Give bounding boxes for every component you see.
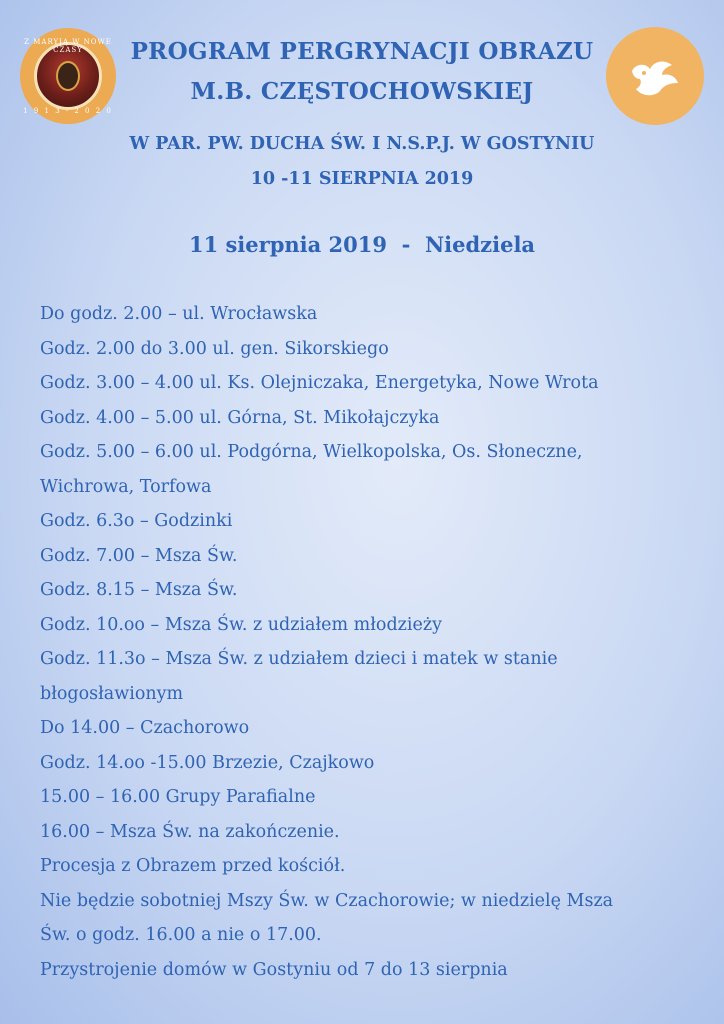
logo-text-top: Z MARYJĄ W NOWE CZASY (24, 38, 112, 54)
schedule-line: Do godz. 2.00 – ul. Wrocławska (40, 304, 318, 324)
schedule-line: Godz. 3.00 – 4.00 ul. Ks. Olejniczaka, Energetyka, Nowe Wrota (40, 373, 599, 393)
page-title-line2: M.B. CZĘSTOCHOWSKIEJ (190, 78, 534, 105)
logo-text-bottom: 1 9 1 3 · 2 0 2 0 (23, 107, 113, 115)
schedule-line: 15.00 – 16.00 Grupy Parafialne (40, 787, 316, 807)
schedule-line: Godz. 11.3o – Msza Św. z udziałem dzieci i matek w stanie (40, 649, 558, 669)
schedule-line: Wichrowa, Torfowa (40, 476, 212, 497)
schedule-line: Przystrojenie domów w Gostyniu od 7 do 13 sierpnia (40, 959, 508, 980)
schedule-list (40, 297, 690, 987)
schedule-line: Godz. 4.00 – 5.00 ul. Górna, St. Mikołajczyka (40, 407, 440, 428)
parish-subtitle: W PAR. PW. DUCHA ŚW. I N.S.P.J. W GOSTYNIU (129, 134, 595, 154)
page-title-line1: PROGRAM PERGRYNACJI OBRAZU (130, 38, 594, 65)
schedule-line: Procesja z Obrazem przed kościół. (40, 856, 346, 876)
schedule-line: Godz. 8.15 – Msza Św. (40, 580, 238, 600)
schedule-line: Godz. 6.3o – Godzinki (40, 511, 233, 531)
schedule-line: Godz. 7.00 – Msza Św. (40, 545, 238, 566)
schedule-line: Św. o godz. 16.00 a nie o 17.00. (40, 925, 322, 945)
schedule-line: Do 14.00 – Czachorowo (40, 718, 250, 738)
schedule-line: Godz. 5.00 – 6.00 ul. Podgórna, Wielkopolska, Os. Słoneczne, (40, 442, 583, 462)
schedule-line: Godz. 2.00 do 3.00 ul. gen. Sikorskiego (40, 338, 389, 359)
schedule-line: błogosławionym (40, 683, 184, 704)
schedule-line: Nie będzie sobotniej Mszy Św. w Czachorowie; w niedzielę Msza (40, 890, 614, 911)
schedule-line: 16.00 – Msza Św. na zakończenie. (40, 821, 340, 842)
schedule-line: Godz. 14.oo -15.00 Brzezie, Czajkowo (40, 752, 375, 773)
date-range-subtitle: 10 -11 SIERPNIA 2019 (250, 169, 474, 189)
day-heading: 11 sierpnia 2019 - Niedziela (188, 232, 536, 257)
schedule-line: Godz. 10.oo – Msza Św. z udziałem młodzieży (40, 614, 442, 635)
